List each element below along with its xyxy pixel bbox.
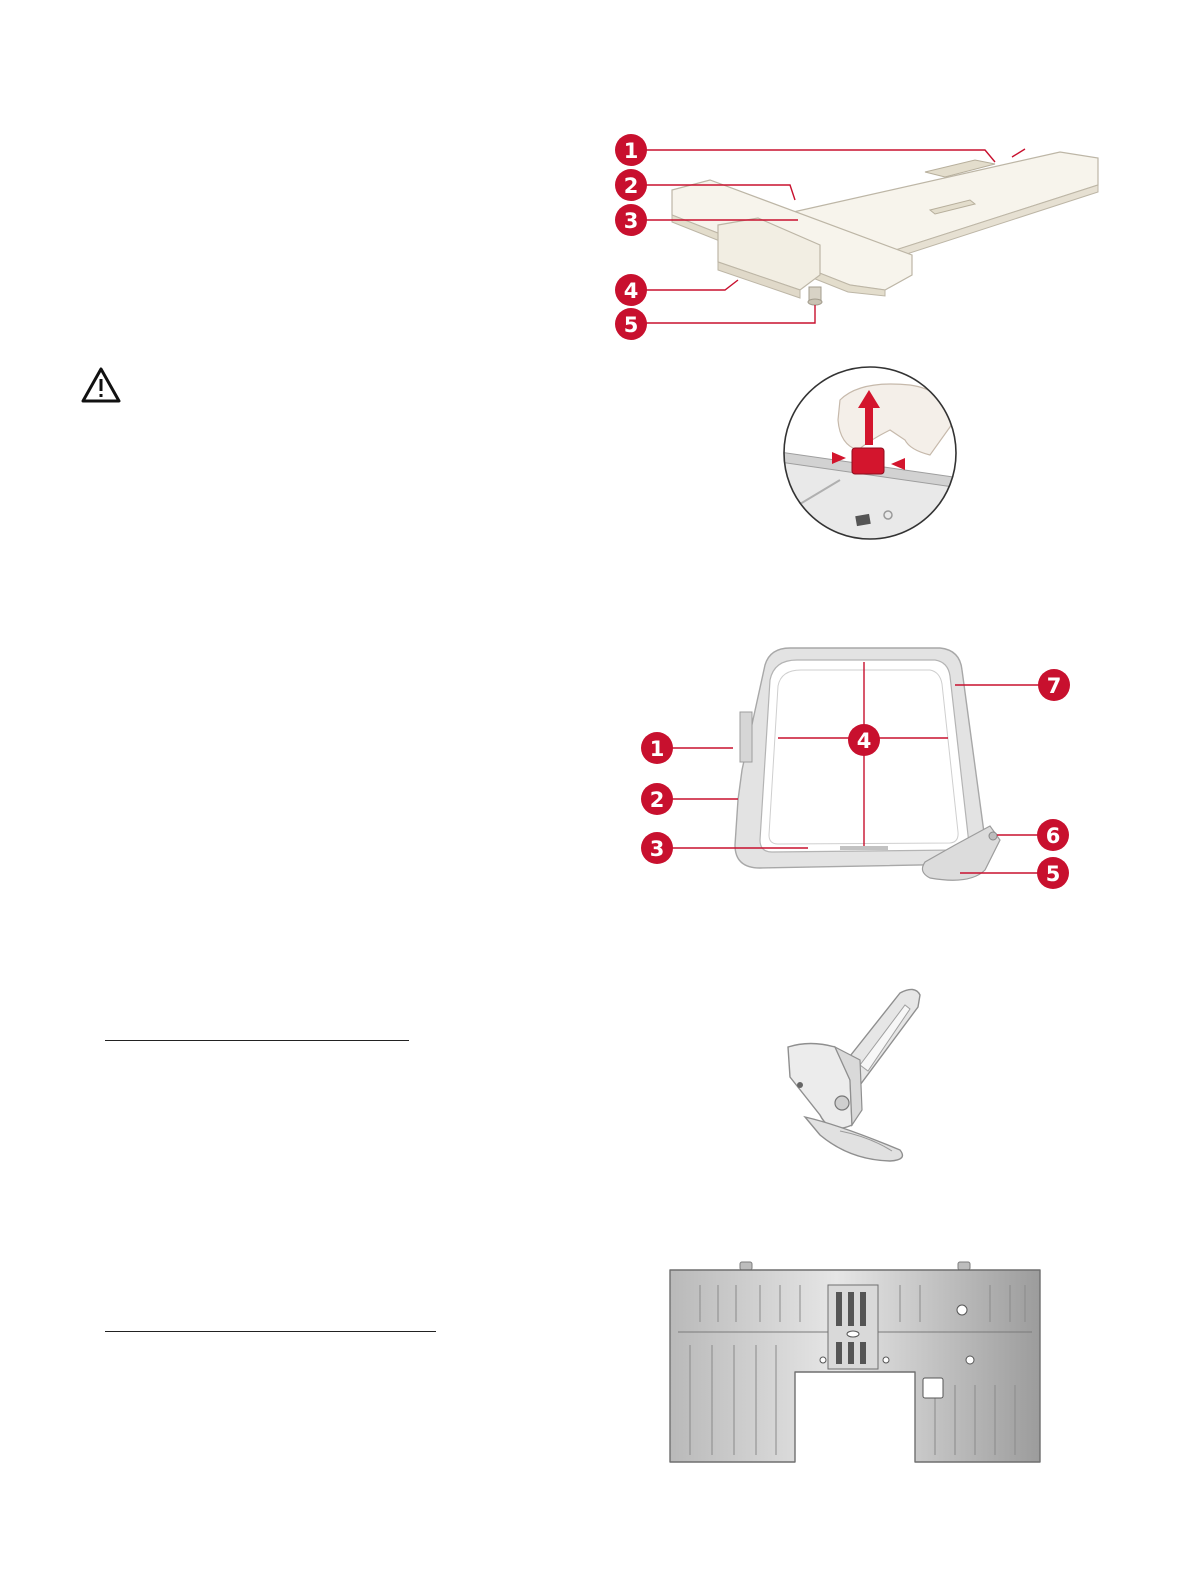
callout-3: [615, 204, 647, 236]
hoop-callout-1: [641, 732, 673, 764]
svg-text:2: 2: [623, 174, 639, 198]
svg-text:5: 5: [623, 313, 639, 337]
warning-triangle-icon: [80, 366, 122, 404]
hoop-figure: [636, 640, 1076, 890]
svg-text:1: 1: [623, 139, 639, 163]
hoop-callout-7: [1038, 669, 1070, 701]
svg-text:3: 3: [623, 209, 639, 233]
svg-text:4: 4: [856, 729, 872, 753]
hoop-callout-4: [848, 724, 880, 756]
release-detail-figure: [780, 360, 960, 546]
callout-2: [615, 169, 647, 201]
hoop-callout-6: [1037, 819, 1069, 851]
svg-text:7: 7: [1046, 674, 1062, 698]
svg-text:1: 1: [649, 737, 665, 761]
callout-1: [615, 134, 647, 166]
svg-text:2: 2: [649, 788, 665, 812]
section-divider-2: [105, 1331, 436, 1332]
svg-text:6: 6: [1045, 824, 1061, 848]
section-divider-1: [105, 1040, 409, 1041]
hoop-callout-2: [641, 783, 673, 815]
embroidery-unit-release-button-detail: [780, 360, 960, 546]
callout-5: [615, 308, 647, 340]
embroidery-hoop-illustration: [735, 648, 1000, 880]
hoop-callout-5: [1037, 857, 1069, 889]
embroidery-presser-foot-illustration: [788, 989, 920, 1161]
hoop-callout-3: [641, 832, 673, 864]
stitch-plate-figure: [666, 1260, 1046, 1470]
svg-text:5: 5: [1045, 862, 1061, 886]
straight-stitch-plate-illustration: [670, 1262, 1040, 1462]
presser-foot-figure: [780, 985, 930, 1165]
embroidery-unit-figure: [600, 125, 1120, 350]
svg-text:3: 3: [649, 837, 665, 861]
svg-text:4: 4: [623, 279, 639, 303]
callout-4: [615, 274, 647, 306]
